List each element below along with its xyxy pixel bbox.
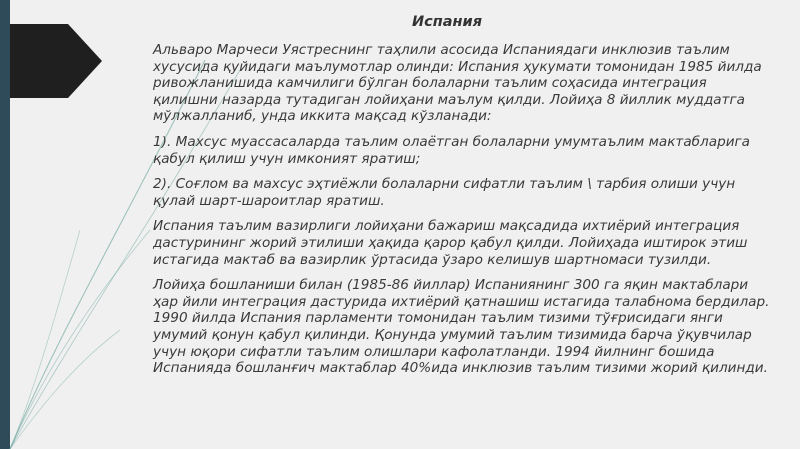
left-accent-bar: [0, 0, 10, 449]
paragraph-text: 2). Соғлом ва махсус эҳтиёжли болаларни сифатли таълим \ тарбия олиши учун қулай шарт-шароитлар яратиш.: [153, 176, 736, 209]
arrow-shape: [10, 0, 104, 449]
slide-title: [398, 14, 482, 30]
paragraph-5: [132, 277, 772, 377]
paragraph-2: [132, 134, 772, 167]
paragraph-4: [132, 218, 772, 268]
paragraph-text: Испания таълим вазирлиги лойиҳани бажариш мақсадида ихтиёрий интеграция дастурининг жорий этилиши ҳақида қарор қабул қилди. Лойиҳада иштирок этиш истагида мактаб ва вазирлик ўртасида ўзаро келишув шартномаси тузилди.: [153, 218, 748, 268]
paragraph-3: [132, 176, 772, 209]
paragraph-text: 1). Махсус муассасаларда таълим олаётган болаларни умумтаълим мактабларига қабул қилиш учун имконият яратиш;: [153, 133, 751, 167]
paragraph-text: Лойиҳа бошланиши билан (1985-86 йиллар) Испаниянинг 300 га яқин мактаблари ҳар йили интеграция дастурида ихтиёрий қатнашиш истагида талабнома бердилар. 1990 йилда Испания парламенти томонидан таълим тизими тўғрисидаги янги умумий қонун қабул қилинди. Қонунда умумий таълим тизимида барча ўқувчилар учун юқори сифатли таълим олишлари кафолатланди. 1994 йилнинг бошида Испанияда бошланғич мактаблар 40%ида инклюзив таълим тизими жорий қилинди.: [153, 277, 770, 377]
slide-heading: Испания: [412, 14, 483, 30]
paragraph-1: [132, 42, 772, 125]
content-body: [132, 42, 772, 386]
paragraph-text: Альваро Марчеси Уястреснинг таҳлили асосида Испаниядаги инклюзив таълим хусусида қуйидаги маълумотлар олинди: Испания ҳукумати томонидан 1985 йилда ривожланишида камчилиги бўлган болаларни таълим соҳасида интеграция қилишни назарда тутадиган лойиҳани маълум қилди. Лойиҳа 8 йиллик муддатга мўлжалланиб, унда иккита мақсад кўзланади:: [153, 42, 762, 125]
